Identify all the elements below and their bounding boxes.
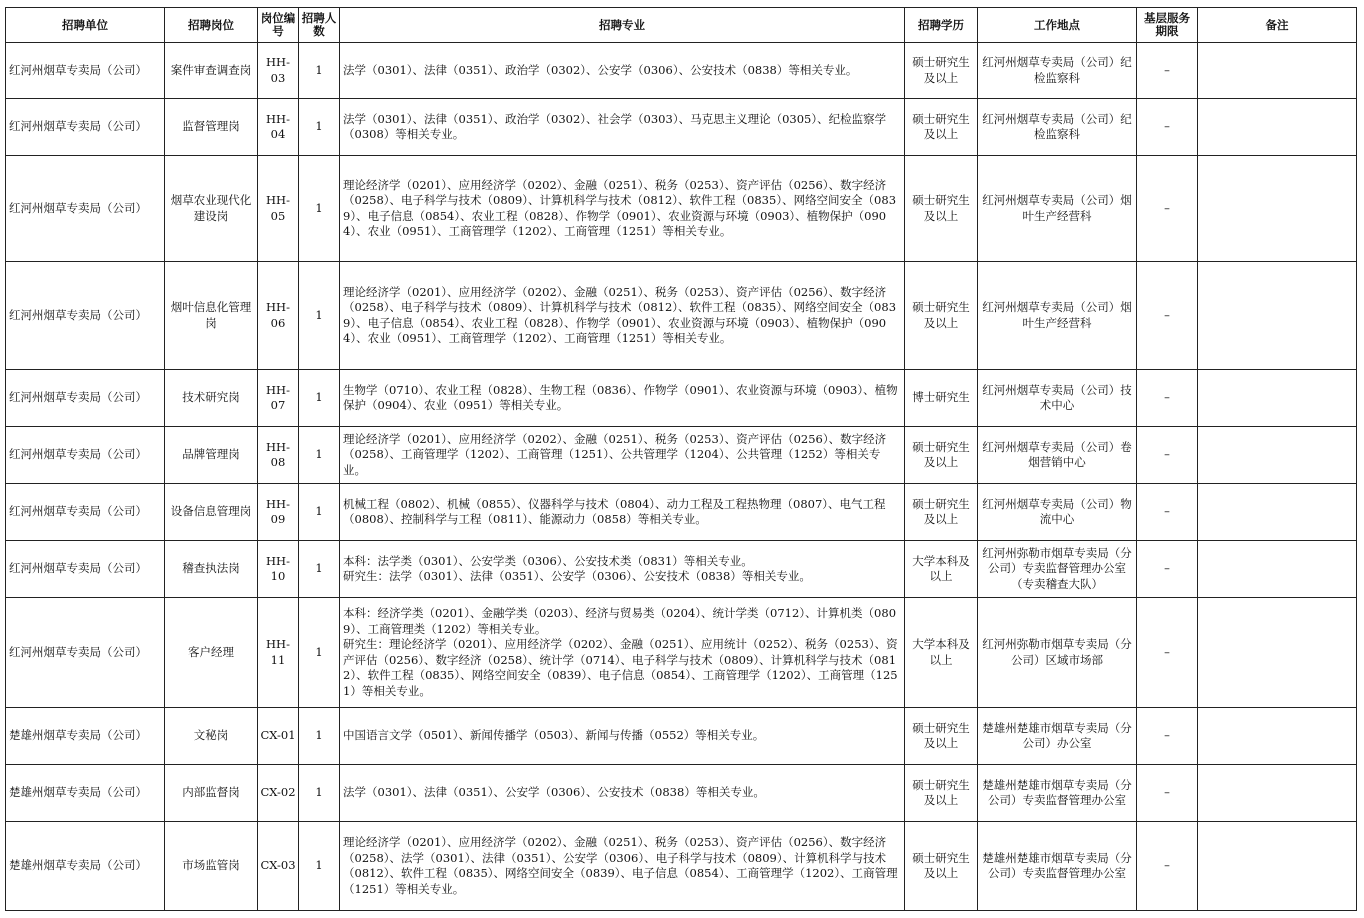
- table-row: [6, 484, 1357, 541]
- cell-remark: [1198, 262, 1357, 370]
- cell-code: HH-04: [258, 99, 299, 156]
- cell-unit: 红河州烟草专卖局（公司）: [6, 370, 165, 427]
- cell-code: CX-01: [258, 708, 299, 765]
- header-location: 工作地点: [978, 8, 1137, 43]
- cell-unit: 红河州烟草专卖局（公司）: [6, 43, 165, 99]
- cell-unit: 红河州烟草专卖局（公司）: [6, 427, 165, 484]
- cell-education: 硕士研究生及以上: [905, 43, 978, 99]
- cell-count: 1: [299, 541, 340, 598]
- cell-service-period: –: [1137, 598, 1198, 708]
- table-row: [6, 370, 1357, 427]
- cell-count: 1: [299, 99, 340, 156]
- cell-location: 红河州烟草专卖局（公司）纪检监察科: [978, 43, 1137, 99]
- cell-post: 品牌管理岗: [165, 427, 258, 484]
- table-row: [6, 262, 1357, 370]
- cell-location: 红河州烟草专卖局（公司）烟叶生产经营科: [978, 156, 1137, 262]
- cell-post: 案件审查调查岗: [165, 43, 258, 99]
- table-row: [6, 43, 1357, 99]
- cell-location: 红河州烟草专卖局（公司）烟叶生产经营科: [978, 262, 1137, 370]
- table-row: [6, 822, 1357, 911]
- cell-post: 烟草农业现代化建设岗: [165, 156, 258, 262]
- cell-location: 楚雄州楚雄市烟草专卖局（分公司）办公室: [978, 708, 1137, 765]
- cell-location: 红河州烟草专卖局（公司）物流中心: [978, 484, 1137, 541]
- header-major: 招聘专业: [340, 8, 905, 43]
- cell-location: 红河州烟草专卖局（公司）纪检监察科: [978, 99, 1137, 156]
- cell-unit: 红河州烟草专卖局（公司）: [6, 99, 165, 156]
- cell-major: 机械工程（0802）、机械（0855）、仪器科学与技术（0804）、动力工程及工程热物理（0807）、电气工程（0808）、控制科学与工程（0811）、能源动力（0858）等相关专业。: [340, 484, 905, 541]
- cell-location: 楚雄州楚雄市烟草专卖局（分公司）专卖监督管理办公室: [978, 765, 1137, 822]
- header-row: [6, 8, 1357, 43]
- cell-code: HH-06: [258, 262, 299, 370]
- cell-service-period: –: [1137, 370, 1198, 427]
- cell-location: 楚雄州楚雄市烟草专卖局（分公司）专卖监督管理办公室: [978, 822, 1137, 911]
- cell-unit: 红河州烟草专卖局（公司）: [6, 484, 165, 541]
- cell-major: 生物学（0710）、农业工程（0828）、生物工程（0836）、作物学（0901）、农业资源与环境（0903）、植物保护（0904）、农业（0951）等相关专业。: [340, 370, 905, 427]
- cell-service-period: –: [1137, 262, 1198, 370]
- table-row: [6, 598, 1357, 708]
- cell-remark: [1198, 370, 1357, 427]
- header-education: 招聘学历: [905, 8, 978, 43]
- cell-unit: 楚雄州烟草专卖局（公司）: [6, 708, 165, 765]
- cell-unit: 红河州烟草专卖局（公司）: [6, 262, 165, 370]
- cell-major: 法学（0301）、法律（0351）、公安学（0306）、公安技术（0838）等相关专业。: [340, 765, 905, 822]
- cell-remark: [1198, 484, 1357, 541]
- cell-location: 红河州烟草专卖局（公司）卷烟营销中心: [978, 427, 1137, 484]
- cell-education: 硕士研究生及以上: [905, 822, 978, 911]
- cell-service-period: –: [1137, 427, 1198, 484]
- header-remark: 备注: [1198, 8, 1357, 43]
- cell-count: 1: [299, 370, 340, 427]
- cell-unit: 红河州烟草专卖局（公司）: [6, 598, 165, 708]
- cell-major: 法学（0301）、法律（0351）、政治学（0302）、社会学（0303）、马克思主义理论（0305）、纪检监察学（0308）等相关专业。: [340, 99, 905, 156]
- cell-service-period: –: [1137, 156, 1198, 262]
- cell-count: 1: [299, 598, 340, 708]
- cell-count: 1: [299, 484, 340, 541]
- cell-remark: [1198, 822, 1357, 911]
- cell-count: 1: [299, 262, 340, 370]
- table-row: [6, 765, 1357, 822]
- cell-unit: 红河州烟草专卖局（公司）: [6, 156, 165, 262]
- cell-major: 法学（0301）、法律（0351）、政治学（0302）、公安学（0306）、公安技术（0838）等相关专业。: [340, 43, 905, 99]
- cell-unit: 楚雄州烟草专卖局（公司）: [6, 765, 165, 822]
- cell-education: 硕士研究生及以上: [905, 99, 978, 156]
- cell-major: 中国语言文学（0501）、新闻传播学（0503）、新闻与传播（0552）等相关专业。: [340, 708, 905, 765]
- cell-count: 1: [299, 765, 340, 822]
- cell-service-period: –: [1137, 99, 1198, 156]
- cell-code: HH-11: [258, 598, 299, 708]
- cell-education: 硕士研究生及以上: [905, 484, 978, 541]
- cell-service-period: –: [1137, 765, 1198, 822]
- cell-education: 大学本科及以上: [905, 598, 978, 708]
- header-unit: 招聘单位: [6, 8, 165, 43]
- cell-location: 红河州烟草专卖局（公司）技术中心: [978, 370, 1137, 427]
- header-service-period: 基层服务期限: [1137, 8, 1198, 43]
- cell-education: 硕士研究生及以上: [905, 708, 978, 765]
- cell-service-period: –: [1137, 43, 1198, 99]
- cell-count: 1: [299, 43, 340, 99]
- cell-count: 1: [299, 156, 340, 262]
- cell-code: HH-08: [258, 427, 299, 484]
- cell-post: 客户经理: [165, 598, 258, 708]
- table-row: [6, 708, 1357, 765]
- cell-post: 设备信息管理岗: [165, 484, 258, 541]
- table-row: [6, 541, 1357, 598]
- cell-service-period: –: [1137, 484, 1198, 541]
- cell-education: 硕士研究生及以上: [905, 262, 978, 370]
- cell-code: HH-03: [258, 43, 299, 99]
- cell-major: 本科：经济学类（0201）、金融学类（0203）、经济与贸易类（0204）、统计学类（0712）、计算机类（0809）、工商管理类（1202）等相关专业。 研究生：理论经济学（0201）、应用经济学（0202）、金融（0251）、应用统计（0252）、税务（0253）、资产评估（0256）、数字经济（0258）、统计学（0714）、电子科学与技术（0809）、计算机科学与技术（0812）、软件工程（0835）、网络空间安全（0839）、电子信息（0854）、工商管理学（1202）、工商管理（1251）等相关专业。: [340, 598, 905, 708]
- cell-remark: [1198, 156, 1357, 262]
- header-code: 岗位编号: [258, 8, 299, 43]
- cell-remark: [1198, 427, 1357, 484]
- header-post: 招聘岗位: [165, 8, 258, 43]
- cell-education: 大学本科及以上: [905, 541, 978, 598]
- cell-major: 理论经济学（0201）、应用经济学（0202）、金融（0251）、税务（0253）、资产评估（0256）、数字经济（0258）、法学（0301）、法律（0351）、公安学（0306）、电子科学与技术（0809）、计算机科学与技术（0812）、软件工程（0835）、网络空间安全（0839）、电子信息（0854）、工商管理学（1202）、工商管理（1251）等相关专业。: [340, 822, 905, 911]
- cell-education: 博士研究生: [905, 370, 978, 427]
- cell-service-period: –: [1137, 822, 1198, 911]
- cell-location: 红河州弥勒市烟草专卖局（分公司）专卖监督管理办公室（专卖稽查大队）: [978, 541, 1137, 598]
- cell-service-period: –: [1137, 708, 1198, 765]
- cell-major: 理论经济学（0201）、应用经济学（0202）、金融（0251）、税务（0253）、资产评估（0256）、数字经济（0258）、工商管理学（1202）、工商管理（1251）、公共管理学（1204）、公共管理（1252）等相关专业。: [340, 427, 905, 484]
- cell-code: HH-10: [258, 541, 299, 598]
- cell-code: HH-09: [258, 484, 299, 541]
- cell-remark: [1198, 43, 1357, 99]
- cell-post: 市场监管岗: [165, 822, 258, 911]
- recruitment-table: [5, 7, 1357, 911]
- cell-remark: [1198, 765, 1357, 822]
- table-row: [6, 427, 1357, 484]
- cell-remark: [1198, 598, 1357, 708]
- cell-post: 监督管理岗: [165, 99, 258, 156]
- table-row: [6, 99, 1357, 156]
- cell-unit: 红河州烟草专卖局（公司）: [6, 541, 165, 598]
- cell-remark: [1198, 541, 1357, 598]
- cell-major: 理论经济学（0201）、应用经济学（0202）、金融（0251）、税务（0253）、资产评估（0256）、数字经济（0258）、电子科学与技术（0809）、计算机科学与技术（0812）、软件工程（0835）、网络空间安全（0839）、电子信息（0854）、农业工程（0828）、作物学（0901）、农业资源与环境（0903）、植物保护（0904）、农业（0951）、工商管理学（1202）、工商管理（1251）等相关专业。: [340, 262, 905, 370]
- cell-post: 文秘岗: [165, 708, 258, 765]
- cell-major: 理论经济学（0201）、应用经济学（0202）、金融（0251）、税务（0253）、资产评估（0256）、数字经济（0258）、电子科学与技术（0809）、计算机科学与技术（0812）、软件工程（0835）、网络空间安全（0839）、电子信息（0854）、农业工程（0828）、作物学（0901）、农业资源与环境（0903）、植物保护（0904）、农业（0951）、工商管理学（1202）、工商管理（1251）等相关专业。: [340, 156, 905, 262]
- cell-post: 烟叶信息化管理岗: [165, 262, 258, 370]
- cell-code: CX-03: [258, 822, 299, 911]
- cell-count: 1: [299, 822, 340, 911]
- cell-count: 1: [299, 427, 340, 484]
- cell-location: 红河州弥勒市烟草专卖局（分公司）区域市场部: [978, 598, 1137, 708]
- cell-code: HH-05: [258, 156, 299, 262]
- table-row: [6, 156, 1357, 262]
- cell-service-period: –: [1137, 541, 1198, 598]
- cell-education: 硕士研究生及以上: [905, 765, 978, 822]
- cell-education: 硕士研究生及以上: [905, 156, 978, 262]
- cell-count: 1: [299, 708, 340, 765]
- cell-remark: [1198, 708, 1357, 765]
- cell-major: 本科：法学类（0301）、公安学类（0306）、公安技术类（0831）等相关专业。 研究生：法学（0301）、法律（0351）、公安学（0306）、公安技术（0838）等相关专业。: [340, 541, 905, 598]
- header-count: 招聘人数: [299, 8, 340, 43]
- cell-post: 内部监督岗: [165, 765, 258, 822]
- cell-post: 技术研究岗: [165, 370, 258, 427]
- cell-education: 硕士研究生及以上: [905, 427, 978, 484]
- cell-unit: 楚雄州烟草专卖局（公司）: [6, 822, 165, 911]
- cell-post: 稽查执法岗: [165, 541, 258, 598]
- cell-code: CX-02: [258, 765, 299, 822]
- cell-code: HH-07: [258, 370, 299, 427]
- cell-remark: [1198, 99, 1357, 156]
